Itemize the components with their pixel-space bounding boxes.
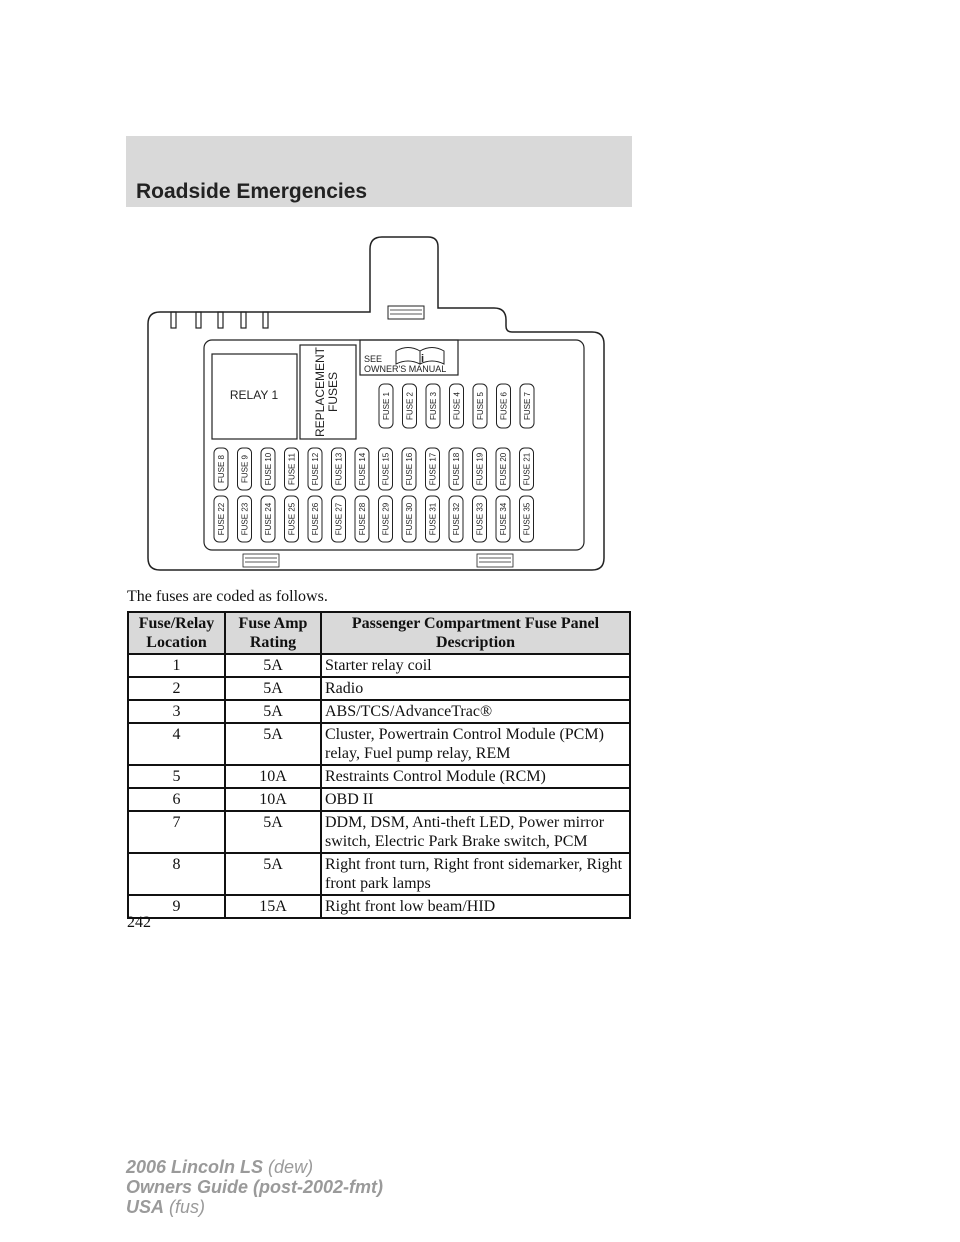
cell-location: 7 [128, 811, 225, 853]
fuse-label: FUSE 25 [287, 502, 297, 536]
footer-line-2 [126, 1177, 383, 1197]
cell-description: Restraints Control Module (RCM) [321, 765, 630, 788]
see-label: SEE [364, 354, 383, 364]
replacement-label-line1: REPLACEMENT [313, 346, 327, 438]
fuse-label: FUSE 18 [452, 452, 461, 486]
cell-location: 9 [128, 895, 225, 918]
fuse-label: FUSE 9 [240, 454, 250, 484]
page-title: Roadside Emergencies [136, 180, 368, 203]
cell-location: 1 [128, 654, 225, 677]
replacement-label-line2: FUSES [326, 371, 340, 413]
fuse-label: FUSE 8 [217, 454, 226, 484]
fuse-label: FUSE 26 [311, 502, 320, 536]
footer-market-code: (fus) [164, 1197, 206, 1217]
bottom-connectors [243, 554, 513, 567]
fuse-label: FUSE 17 [428, 452, 438, 486]
table-row [128, 654, 630, 677]
fuse-label: FUSE 10 [264, 452, 273, 486]
cell-amp: 5A [225, 700, 321, 723]
cell-location: 3 [128, 700, 225, 723]
fuse-label: FUSE 20 [499, 452, 508, 486]
fuse-label: FUSE 23 [240, 502, 250, 536]
fuse-label: FUSE 6 [499, 391, 509, 421]
fuse-label: FUSE 35 [522, 502, 532, 536]
cell-amp: 10A [225, 788, 321, 811]
cell-amp: 5A [225, 853, 321, 895]
page-number: 242 [127, 914, 151, 931]
cell-description: Radio [321, 677, 630, 700]
cell-amp: 5A [225, 677, 321, 700]
cell-location: 4 [128, 723, 225, 765]
fuse-label: FUSE 5 [476, 391, 485, 421]
table-row [128, 853, 630, 895]
cell-amp: 15A [225, 895, 321, 918]
fuse-label: FUSE 15 [381, 452, 391, 486]
info-book-icon [396, 348, 444, 366]
fuse-label: FUSE 12 [311, 452, 320, 486]
cell-amp: 10A [225, 765, 321, 788]
fuse-panel-diagram [126, 234, 632, 584]
table-row [128, 723, 630, 765]
table-row [128, 895, 630, 918]
table-row [128, 765, 630, 788]
fuse-label: FUSE 33 [475, 502, 485, 536]
fuse-label: FUSE 28 [358, 502, 367, 536]
fuse-label: FUSE 7 [523, 391, 532, 421]
footer-line-3 [126, 1197, 383, 1217]
fuse-label: FUSE 24 [264, 502, 273, 536]
fuse-label: FUSE 30 [405, 502, 414, 536]
fuse-label: FUSE 1 [382, 391, 391, 421]
footer-model-code: (dew) [263, 1157, 314, 1177]
fuse-label: FUSE 11 [287, 453, 297, 485]
owners-manual-label: OWNER'S MANUAL [364, 364, 447, 374]
fuse-label: FUSE 27 [334, 502, 344, 536]
table-row [128, 700, 630, 723]
fuse-label: FUSE 3 [429, 391, 438, 421]
svg-text:i: i [421, 353, 425, 365]
relay-1-label: RELAY 1 [229, 388, 279, 402]
clip-marks [171, 312, 268, 328]
column-header-amp: Fuse Amp Rating [225, 612, 321, 654]
footer-model: 2006 Lincoln LS [126, 1157, 264, 1177]
cell-location: 6 [128, 788, 225, 811]
fuse-label: FUSE 19 [475, 452, 485, 486]
footer-market: USA [126, 1197, 165, 1217]
table-row [128, 788, 630, 811]
cell-amp: 5A [225, 654, 321, 677]
cell-description: OBD II [321, 788, 630, 811]
fuse-label: FUSE 2 [405, 391, 415, 421]
fuse-label: FUSE 29 [381, 502, 391, 536]
table-header-row [128, 612, 630, 654]
column-header-description: Passenger Compartment Fuse Panel Description [321, 612, 630, 654]
fuse-label: FUSE 16 [405, 452, 414, 486]
fuse-label: FUSE 13 [334, 452, 344, 486]
fuse-table [127, 611, 631, 919]
footer [126, 1157, 383, 1217]
cell-description: Right front turn, Right front sidemarker, Right front park lamps [321, 853, 630, 895]
cell-description: Starter relay coil [321, 654, 630, 677]
cell-description: Right front low beam/HID [321, 895, 630, 918]
cell-description: ABS/TCS/AdvanceTrac® [321, 700, 630, 723]
footer-line-1 [126, 1157, 383, 1177]
table-row [128, 811, 630, 853]
cell-amp: 5A [225, 811, 321, 853]
cell-description: DDM, DSM, Anti-theft LED, Power mirror switch, Electric Park Brake switch, PCM [321, 811, 630, 853]
cell-amp: 5A [225, 723, 321, 765]
column-header-location: Fuse/Relay Location [128, 612, 225, 654]
cell-location: 8 [128, 853, 225, 895]
cell-location: 2 [128, 677, 225, 700]
intro-text: The fuses are coded as follows. [127, 588, 328, 605]
fuse-label: FUSE 14 [358, 452, 367, 486]
fuse-label: FUSE 21 [522, 452, 532, 486]
fuse-label: FUSE 31 [428, 502, 438, 536]
cell-location: 5 [128, 765, 225, 788]
cell-description: Cluster, Powertrain Control Module (PCM) relay, Fuel pump relay, REM [321, 723, 630, 765]
fuse-label: FUSE 34 [499, 502, 508, 536]
footer-guide: Owners Guide (post-2002-fmt) [126, 1177, 384, 1197]
fuse-label: FUSE 32 [452, 502, 461, 536]
table-row [128, 677, 630, 700]
fuse-label: FUSE 22 [217, 502, 226, 536]
fuse-label: FUSE 4 [452, 391, 462, 421]
